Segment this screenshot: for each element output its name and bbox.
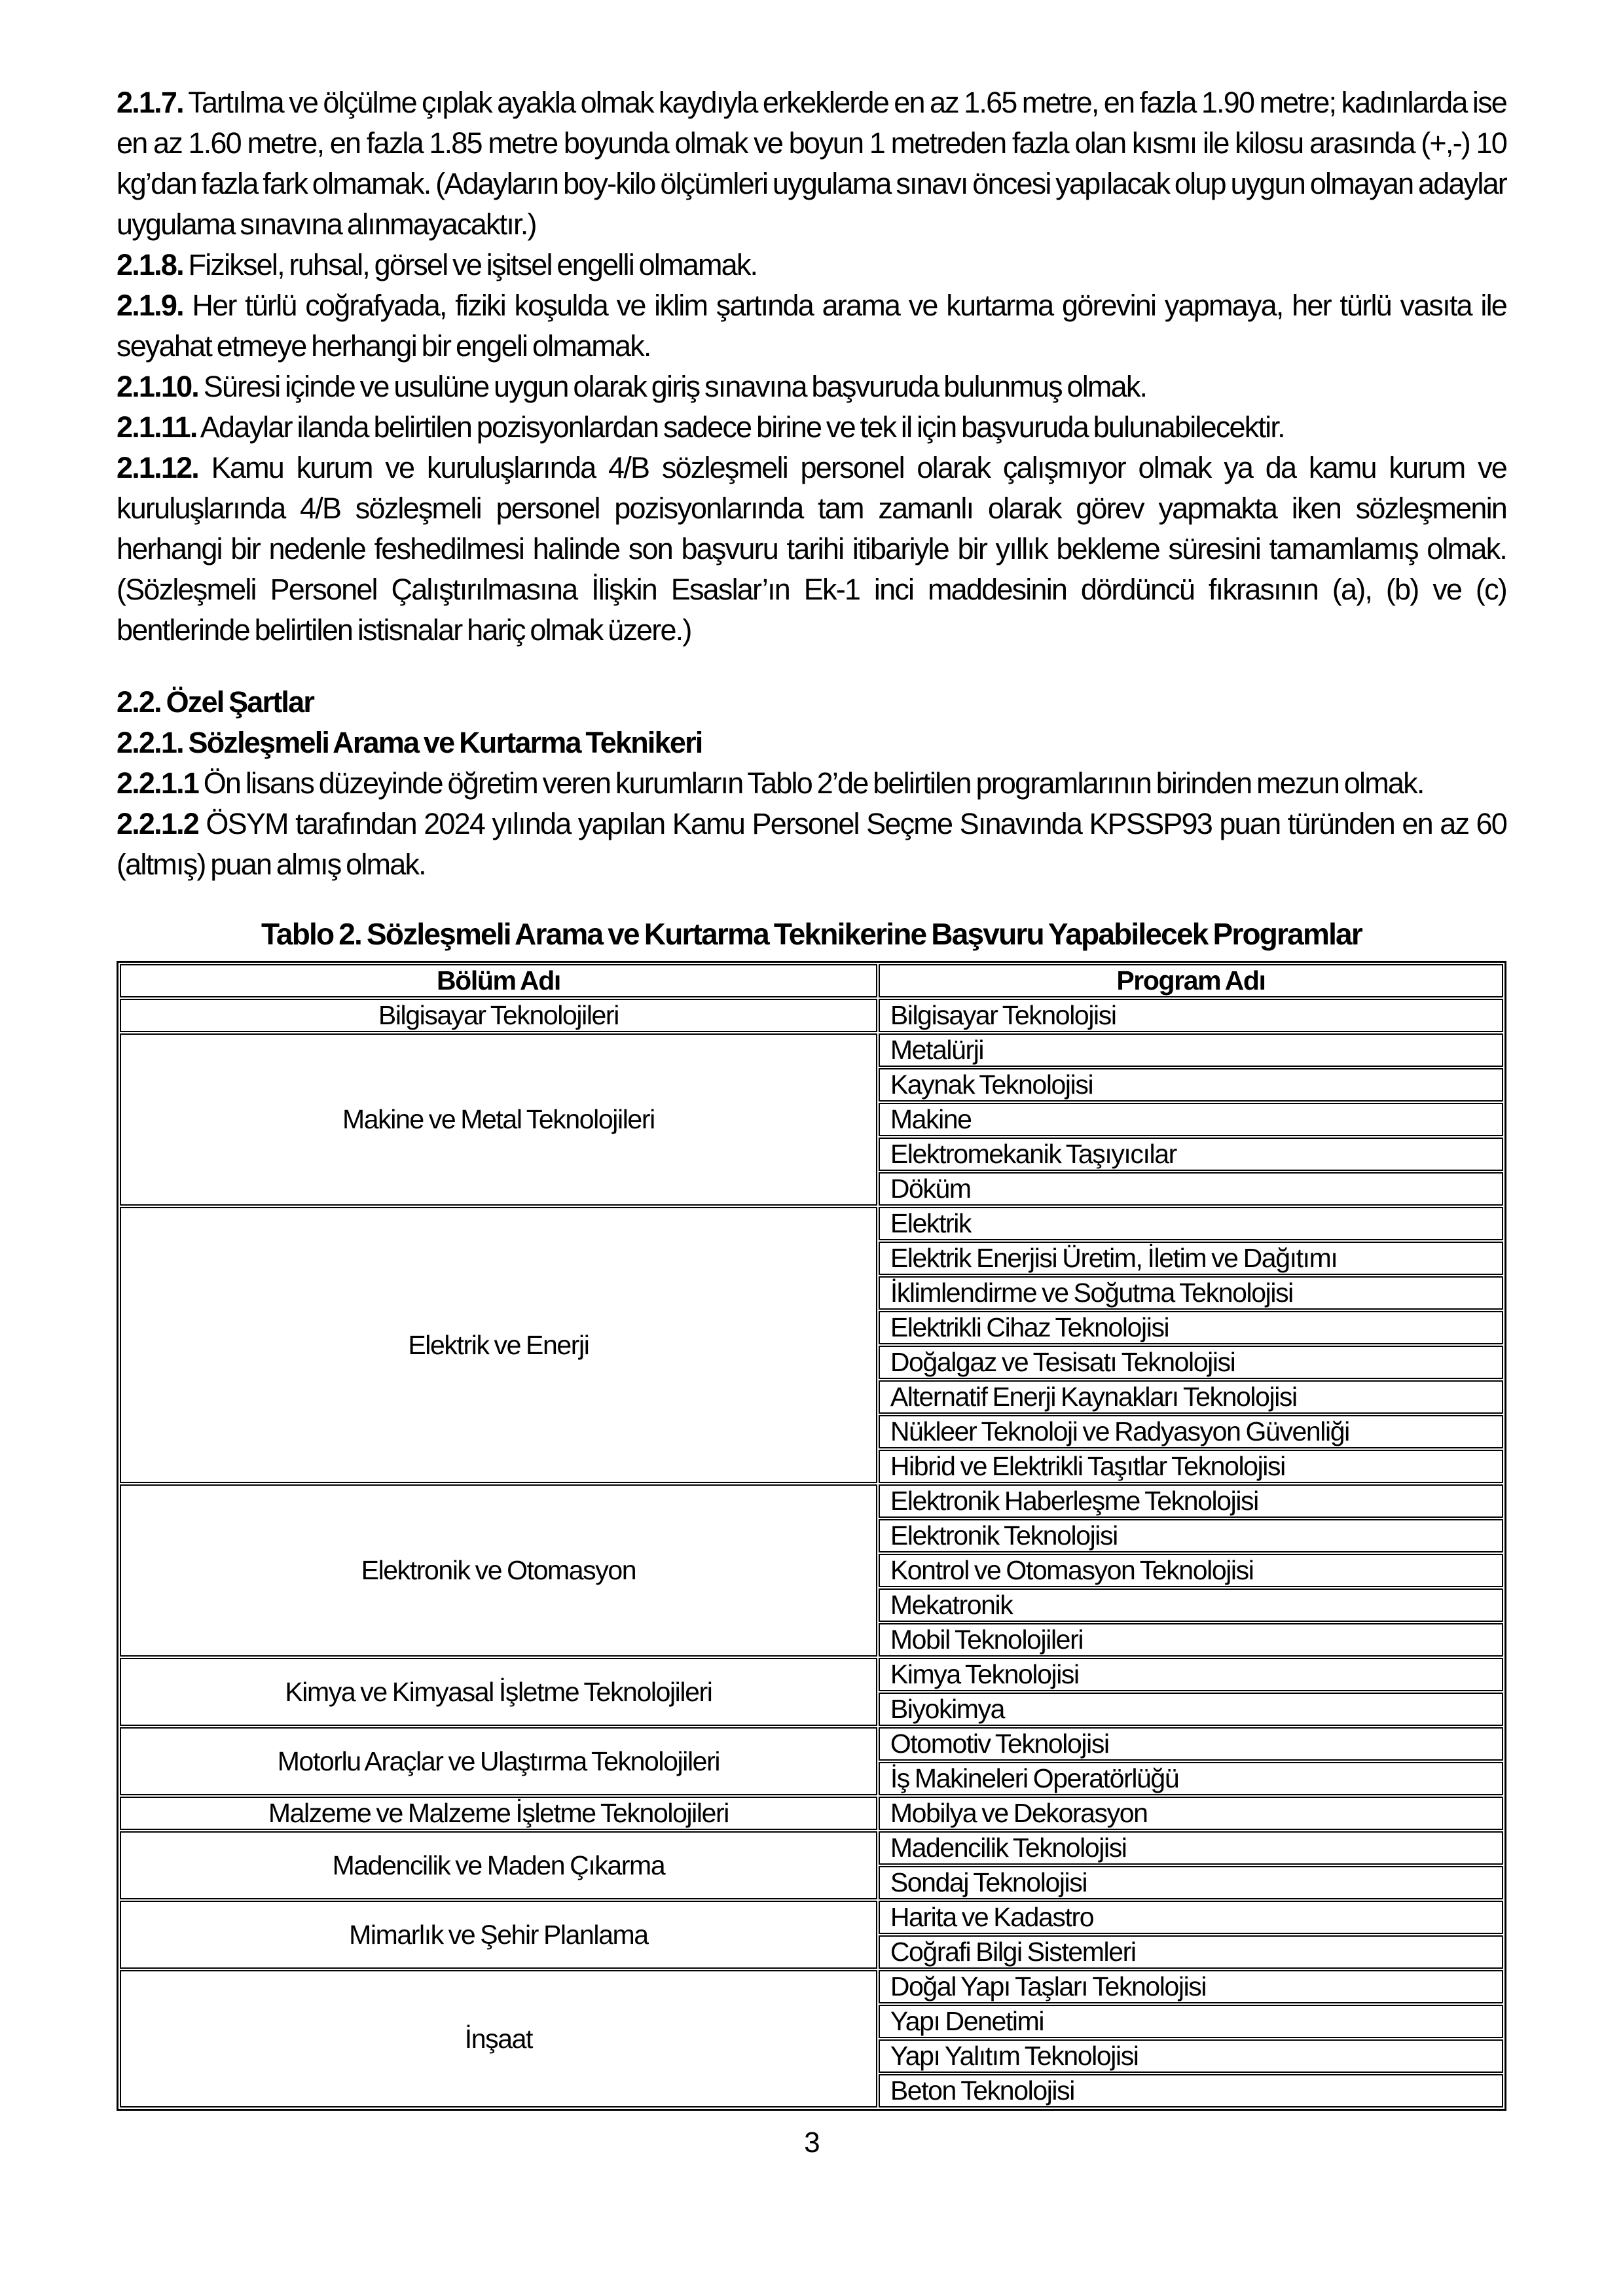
table-row [120, 1797, 1503, 1830]
column-header-program: Program Adı [879, 964, 1503, 997]
table-row [120, 1658, 1503, 1691]
bolum-cell: Kimya ve Kimyasal İşletme Teknolojileri [120, 1658, 877, 1726]
program-cell: Elektronik Teknolojisi [879, 1519, 1503, 1552]
table-row [120, 1484, 1503, 1518]
program-cell: Madencilik Teknolojisi [879, 1831, 1503, 1865]
heading-text: Özel Şartlar [166, 685, 314, 719]
program-cell: Doğalgaz ve Tesisatı Teknolojisi [879, 1346, 1503, 1379]
item-number: 2.1.9. [117, 289, 183, 322]
requirement-2-2-1-1 [117, 763, 1506, 804]
program-cell: Elektronik Haberleşme Teknolojisi [879, 1484, 1503, 1518]
item-number: 2.1.8. [117, 248, 183, 281]
table-header-row [120, 964, 1503, 997]
item-text: Ön lisans düzeyinde öğretim veren kurumların Tablo 2’de belirtilen programlarının birinden mezun olmak. [203, 766, 1424, 800]
program-cell: Beton Teknolojisi [879, 2074, 1503, 2108]
item-number: 2.1.12. [117, 451, 199, 484]
program-cell: Nükleer Teknoloji ve Radyasyon Güvenliği [879, 1415, 1503, 1448]
requirement-2-2-1-2 [117, 804, 1506, 885]
heading-2-2-1 [117, 723, 1506, 763]
page-number: 3 [804, 2126, 819, 2159]
column-header-bolum: Bölüm Adı [120, 964, 877, 997]
program-cell: Yapı Denetimi [879, 2005, 1503, 2038]
table-row [120, 1831, 1503, 1865]
heading-text: Sözleşmeli Arama ve Kurtarma Teknikeri [188, 726, 702, 759]
bolum-cell: Madencilik ve Maden Çıkarma [120, 1831, 877, 1899]
table-row [120, 1970, 1503, 2003]
item-number: 2.1.7. [117, 86, 183, 119]
bolum-cell: Elektronik ve Otomasyon [120, 1484, 877, 1657]
bolum-cell: Mimarlık ve Şehir Planlama [120, 1901, 877, 1969]
item-text: Tartılma ve ölçülme çıplak ayakla olmak kaydıyla erkeklerde en az 1.65 metre, en fazla 1.90 metre; kadınlarda ise en az 1.60 metre, en fazla 1.85 metre boyunda olmak ve boyun 1 metreden fazla olan kısmı ile kilosu arasında (+,-) 10 kg’dan fazla fark olmamak. (Adayların boy-kilo ölçümleri uygulama sınavı öncesi yapılacak olup uygun olmayan adaylar uygulama sınavına alınmayacaktır.) [117, 86, 1506, 241]
bolum-cell: Bilgisayar Teknolojileri [120, 999, 877, 1032]
program-cell: Biyokimya [879, 1693, 1503, 1726]
bolum-cell: Malzeme ve Malzeme İşletme Teknolojileri [120, 1797, 877, 1830]
requirement-2-1-12 [117, 448, 1506, 651]
table-row [120, 999, 1503, 1032]
program-cell: Bilgisayar Teknolojisi [879, 999, 1503, 1032]
program-cell: Kontrol ve Otomasyon Teknolojisi [879, 1554, 1503, 1587]
bolum-cell: İnşaat [120, 1970, 877, 2108]
program-cell: Harita ve Kadastro [879, 1901, 1503, 1934]
program-cell: Alternatif Enerji Kaynakları Teknolojisi [879, 1380, 1503, 1414]
item-number: 2.2.1.1 [117, 766, 199, 800]
program-cell: Doğal Yapı Taşları Teknolojisi [879, 1970, 1503, 2003]
program-cell: Mobilya ve Dekorasyon [879, 1797, 1503, 1830]
table-row [120, 1727, 1503, 1761]
program-cell: Makine [879, 1103, 1503, 1136]
item-text: Fiziksel, ruhsal, görsel ve işitsel engelli olmamak. [188, 248, 757, 281]
program-cell: Mobil Teknolojileri [879, 1623, 1503, 1657]
programs-table-body [120, 999, 1503, 2108]
requirement-2-1-7 [117, 82, 1506, 245]
program-cell: Elektrik [879, 1207, 1503, 1240]
item-number: 2.2.1.2 [117, 807, 199, 840]
program-cell: Kaynak Teknolojisi [879, 1068, 1503, 1102]
table-row [120, 1207, 1503, 1240]
program-cell: İklimlendirme ve Soğutma Teknolojisi [879, 1276, 1503, 1310]
item-text: Her türlü coğrafyada, fiziki koşulda ve iklim şartında arama ve kurtarma görevini yapmaya, her türlü vasıta ile seyahat etmeye herhangi bir engeli olmamak. [117, 289, 1506, 363]
heading-2-2 [117, 682, 1506, 723]
bolum-cell: Motorlu Araçlar ve Ulaştırma Teknolojileri [120, 1727, 877, 1795]
bolum-cell: Makine ve Metal Teknolojileri [120, 1033, 877, 1206]
requirement-2-1-11 [117, 407, 1506, 448]
program-cell: Otomotiv Teknolojisi [879, 1727, 1503, 1761]
item-number: 2.1.11. [117, 410, 197, 444]
program-cell: Elektromekanik Taşıyıcılar [879, 1138, 1503, 1171]
program-cell: Metalürji [879, 1033, 1503, 1067]
item-text: ÖSYM tarafından 2024 yılında yapılan Kamu Personel Seçme Sınavında KPSSP93 puan türünden en az 60 (altmış) puan almış olmak. [117, 807, 1506, 881]
program-cell: Elektrikli Cihaz Teknolojisi [879, 1311, 1503, 1344]
heading-number: 2.2.1. [117, 726, 183, 759]
item-number: 2.1.10. [117, 370, 199, 403]
table-row [120, 1901, 1503, 1934]
item-text: Süresi içinde ve usulüne uygun olarak giriş sınavına başvuruda bulunmuş olmak. [203, 370, 1147, 403]
table-row [120, 1033, 1503, 1067]
program-cell: Hibrid ve Elektrikli Taşıtlar Teknolojisi [879, 1450, 1503, 1483]
program-cell: Döküm [879, 1172, 1503, 1206]
requirement-2-1-10 [117, 367, 1506, 407]
program-cell: Yapı Yalıtım Teknolojisi [879, 2039, 1503, 2073]
requirement-2-1-9 [117, 285, 1506, 367]
program-cell: Kimya Teknolojisi [879, 1658, 1503, 1691]
requirement-2-1-8 [117, 245, 1506, 285]
program-cell: Sondaj Teknolojisi [879, 1866, 1503, 1899]
item-text: Kamu kurum ve kuruluşlarında 4/B sözleşmeli personel olarak çalışmıyor olmak ya da kamu kurum ve kuruluşlarında 4/B sözleşmeli personel pozisyonlarında tam zamanlı olarak görev yapmakta iken sözleşmenin herhangi bir nedenle feshedilmesi halinde son başvuru tarihi itibariyle bir yıllık bekleme süresini tamamlamış olmak. (Sözleşmeli Personel Çalıştırılmasına İlişkin Esaslar’ın Ek-1 inci maddesinin dördüncü fıkrasının (a), (b) ve (c) bentlerinde belirtilen istisnalar hariç olmak üzere.) [117, 451, 1507, 647]
program-cell: İş Makineleri Operatörlüğü [879, 1762, 1503, 1795]
bolum-cell: Elektrik ve Enerji [120, 1207, 877, 1483]
programs-table [117, 961, 1506, 2111]
program-cell: Mekatronik [879, 1588, 1503, 1622]
table-title: Tablo 2. Sözleşmeli Arama ve Kurtarma Teknikerine Başvuru Yapabilecek Programlar [261, 917, 1362, 951]
heading-number: 2.2. [117, 685, 161, 719]
program-cell: Elektrik Enerjisi Üretim, İletim ve Dağıtımı [879, 1242, 1503, 1275]
item-text: Adaylar ilanda belirtilen pozisyonlardan sadece birine ve tek il için başvuruda bulunabilecektir. [200, 410, 1285, 444]
program-cell: Coğrafi Bilgi Sistemleri [879, 1935, 1503, 1969]
